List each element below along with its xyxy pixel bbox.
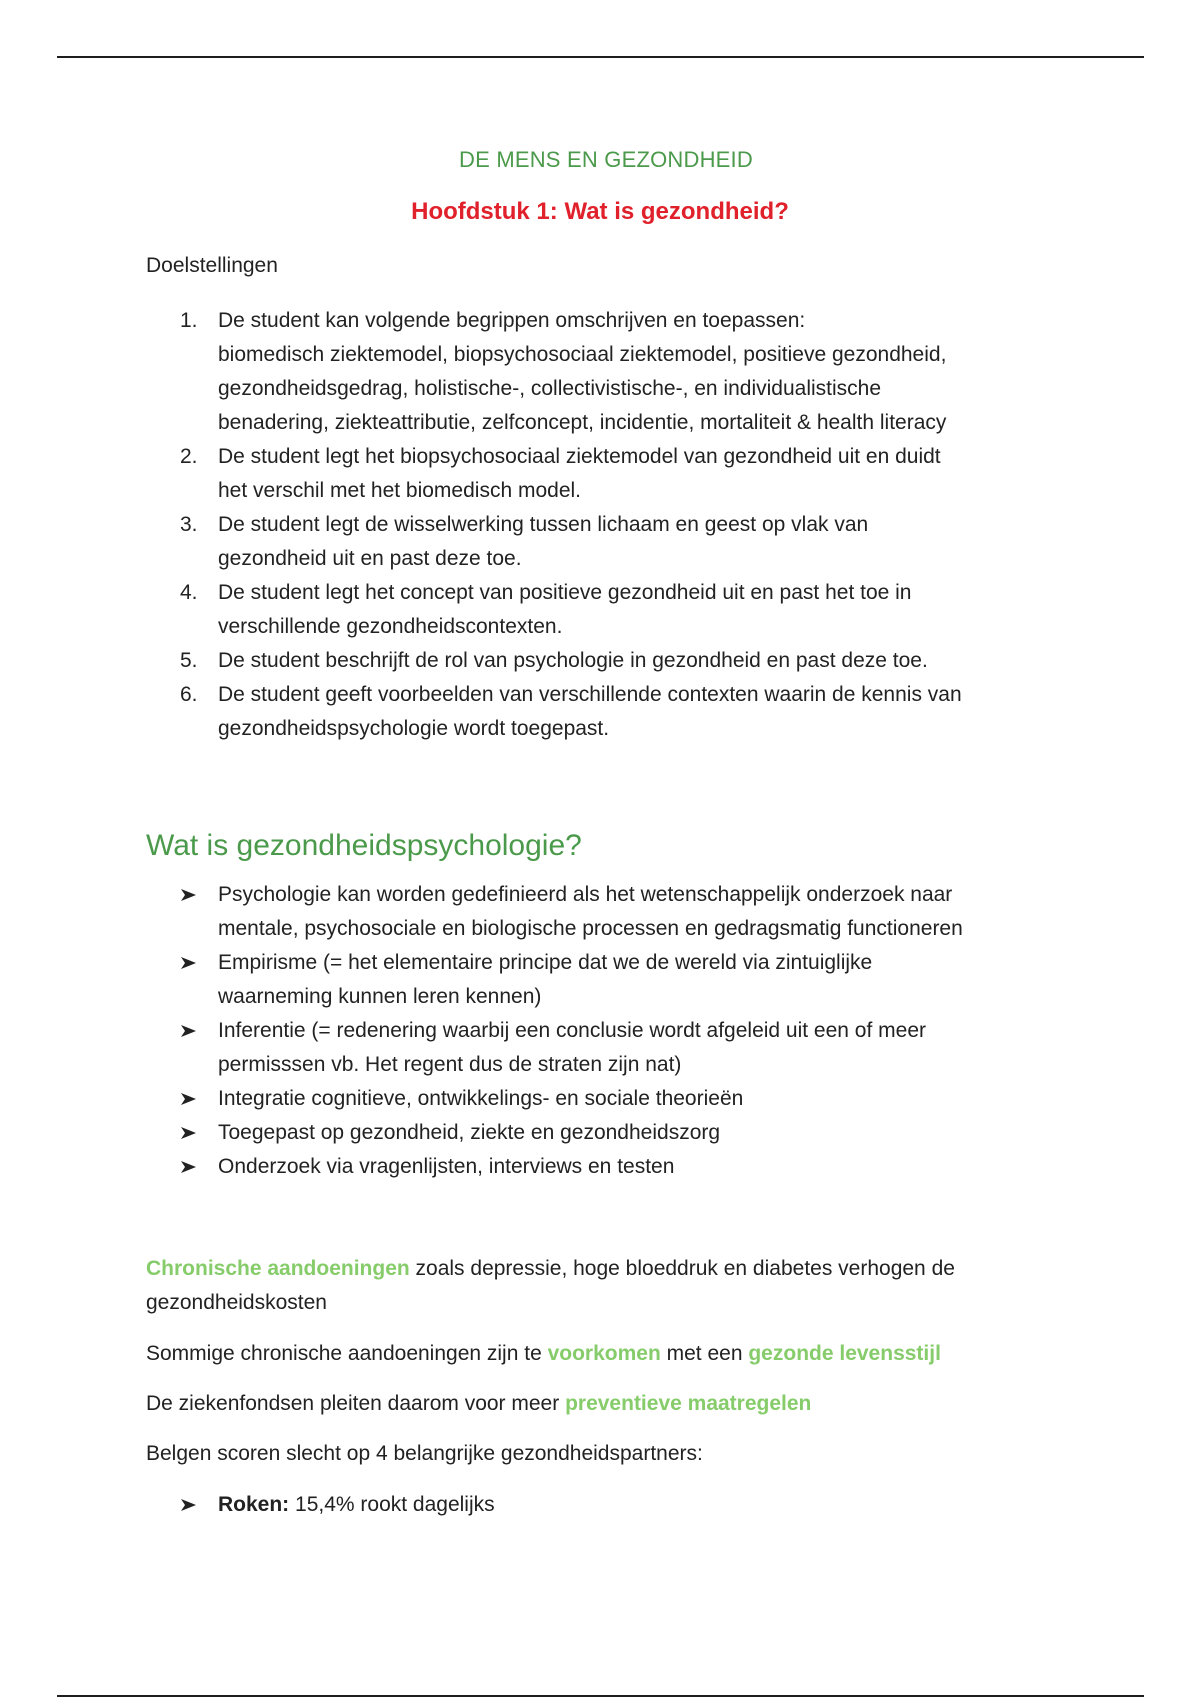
list-number: 6. [180,683,198,706]
top-rule [57,56,1144,58]
paragraph-text: zoals depressie, hoge bloeddruk en diabetes verhogen de [409,1257,955,1280]
bottom-rule [57,1695,1144,1697]
arrow-bullet-icon [180,1160,198,1174]
paragraph-insurers [146,1387,1076,1421]
list-line: De student legt het concept van positieve gezondheid uit en past het toe in [218,581,912,604]
section-heading: Wat is gezondheidspsychologie? [146,829,582,862]
arrow-bullet-icon [180,888,198,902]
list-line: permisssen vb. Het regent dus de straten zijn nat) [218,1053,682,1076]
list-number: 3. [180,513,198,536]
list-line: gezondheid uit en past deze toe. [218,547,522,570]
objectives-list [146,304,1076,746]
bullet-list [146,878,1076,1184]
list-item [146,1488,1076,1522]
list-line: Psychologie kan worden gedefinieerd als het wetenschappelijk onderzoek naar [218,883,953,906]
list-item [146,1082,1076,1116]
list-line: Empirisme (= het elementaire principe dat we de wereld via zintuiglijke [218,951,873,974]
list-item [146,440,1076,508]
arrow-bullet-icon [180,1024,198,1038]
objectives-label: Doelstellingen [146,254,278,277]
list-line: waarneming kunnen leren kennen) [218,985,542,1008]
list-line: Inferentie (= redenering waarbij een conclusie wordt afgeleid uit een of meer [218,1019,927,1042]
arrow-bullet-icon [180,1498,198,1512]
list-line: Onderzoek via vragenlijsten, interviews en testen [218,1155,675,1178]
highlight-text: voorkomen [547,1342,661,1365]
paragraph-text: Sommige chronische aandoeningen zijn te [146,1342,548,1365]
list-line: gezondheidsgedrag, holistische-, collectivistische-, en individualistische [218,377,882,400]
list-line: benadering, ziekteattributie, zelfconcept, incidentie, mortaliteit & health literacy [218,411,947,434]
list-line: De student geeft voorbeelden van verschillende contexten waarin de kennis van [218,683,962,706]
list-number: 1. [180,309,198,332]
list-line: verschillende gezondheidscontexten. [218,615,563,638]
paragraph-line [146,1252,1076,1286]
paragraph-belgians: Belgen scoren slecht op 4 belangrijke gezondheidspartners: [146,1442,703,1465]
list-item [146,678,1076,746]
list-item [146,1014,1076,1082]
chapter-title: Hoofdstuk 1: Wat is gezondheid? [411,198,789,225]
list-line: Integratie cognitieve, ontwikkelings- en sociale theorieën [218,1087,744,1110]
list-number: 2. [180,445,198,468]
highlight-text: Chronische aandoeningen [146,1257,410,1280]
list-item [146,1116,1076,1150]
paragraph-text: met een [660,1342,749,1365]
arrow-bullet-icon [180,1092,198,1106]
list-item [146,576,1076,644]
list-text: 15,4% rookt dagelijks [289,1493,495,1516]
paragraph-line: gezondheidskosten [146,1291,327,1314]
list-item [146,946,1076,1014]
list-line: De student legt de wisselwerking tussen lichaam en geest op vlak van [218,513,869,536]
list-item [146,644,1076,678]
arrow-bullet-icon [180,956,198,970]
paragraph-chronic [146,1252,1076,1320]
list-number: 5. [180,649,198,672]
list-item [146,508,1076,576]
list-line: gezondheidspsychologie wordt toegepast. [218,717,610,740]
list-line: De student legt het biopsychosociaal ziektemodel van gezondheid uit en duidt [218,445,941,468]
list-line: De student kan volgende begrippen omschrijven en toepassen: [218,309,806,332]
list-number: 4. [180,581,198,604]
list-item [146,878,1076,946]
list-item [146,304,1076,440]
highlight-text: preventieve maatregelen [565,1392,812,1415]
paragraph-prevention [146,1337,1076,1371]
bold-label: Roken: [218,1493,290,1516]
list-item [146,1150,1076,1184]
paragraph-text: De ziekenfondsen pleiten daarom voor meer [146,1392,566,1415]
list-line: mentale, psychosociale en biologische processen en gedragsmatig functioneren [218,917,963,940]
document-title: DE MENS EN GEZONDHEID [459,147,753,172]
list-line [218,1488,1076,1522]
smoking-list [146,1488,1076,1522]
list-line: het verschil met het biomedisch model. [218,479,581,502]
list-line: biomedisch ziektemodel, biopsychosociaal ziektemodel, positieve gezondheid, [218,343,947,366]
highlight-text: gezonde levensstijl [748,1342,941,1365]
arrow-bullet-icon [180,1126,198,1140]
list-line: De student beschrijft de rol van psychologie in gezondheid en past deze toe. [218,649,928,672]
list-line: Toegepast op gezondheid, ziekte en gezondheidszorg [218,1121,721,1144]
